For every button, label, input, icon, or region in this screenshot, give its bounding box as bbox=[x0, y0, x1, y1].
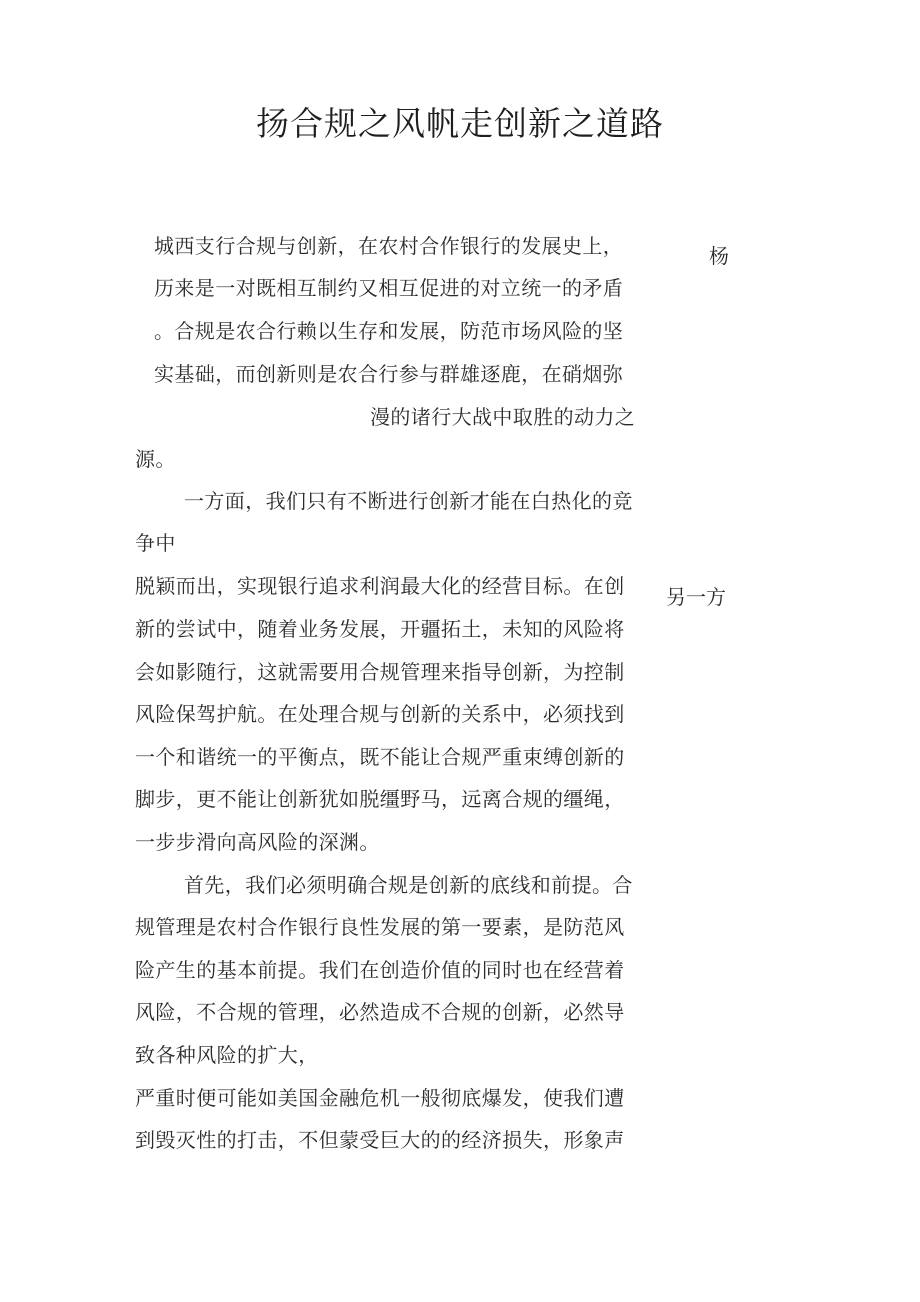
text-line: 规管理是农村合作银行良性发展的第一要素，是防范风 bbox=[135, 915, 625, 939]
text-line: 一方面，我们只有不断进行创新才能在白热化的竞 bbox=[184, 489, 633, 513]
text-line: 险产生的基本前提。我们在创造价值的同时也在经营着 bbox=[135, 958, 625, 982]
text-line: 会如影随行，这就需要用合规管理来指导创新，为控制 bbox=[135, 660, 625, 684]
text-line: 漫的诸行大战中取胜的动力之 bbox=[370, 405, 636, 429]
text-line: 脚步，更不能让创新犹如脱缰野马，远离合规的缰绳， bbox=[135, 787, 625, 811]
text-line: 新的尝试中，随着业务发展，开疆拓土，未知的风险将 bbox=[135, 617, 625, 641]
text-line: 风险保驾护航。在处理合规与创新的关系中，必须找到 bbox=[135, 702, 625, 726]
text-line: 到毁灭性的打击，不但蒙受巨大的的经济损失，形象声 bbox=[135, 1128, 625, 1152]
other-side-note: 另一方 bbox=[666, 585, 726, 609]
text-line: 一个和谐统一的平衡点，既不能让合规严重束缚创新的 bbox=[135, 745, 625, 769]
text-line: 争中 bbox=[135, 531, 176, 555]
text-line: 风险，不合规的管理，必然造成不合规的创新，必然导 bbox=[135, 1000, 625, 1024]
author-surname-note: 杨 bbox=[709, 244, 729, 268]
text-line: 。合规是农合行赖以生存和发展，防范市场风险的坚 bbox=[154, 319, 624, 343]
text-line: 城西支行合规与创新，在农村合作银行的发展史上， bbox=[154, 234, 624, 258]
text-line: 严重时便可能如美国金融危机一般彻底爆发，使我们遭 bbox=[135, 1086, 625, 1110]
text-line: 实基础，而创新则是农合行参与群雄逐鹿，在硝烟弥 bbox=[154, 362, 624, 386]
text-line: 首先，我们必须明确合规是创新的底线和前提。合 bbox=[184, 873, 633, 897]
document-title: 扬合规之风帆走创新之道路 bbox=[256, 104, 664, 143]
text-line: 致各种风险的扩大， bbox=[135, 1043, 319, 1067]
text-line: 历来是一对既相互制约又相互促进的对立统一的矛盾 bbox=[154, 276, 624, 300]
text-line: 脱颖而出，实现银行追求利润最大化的经营目标。在创 bbox=[135, 574, 625, 598]
text-line: 源。 bbox=[135, 447, 176, 471]
text-line: 一步步滑向高风险的深渊。 bbox=[135, 830, 380, 854]
